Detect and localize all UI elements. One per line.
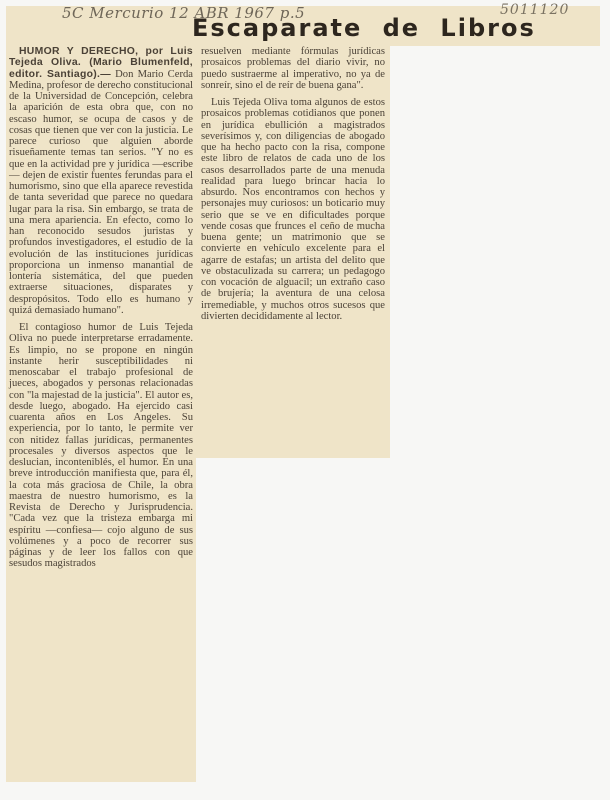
article-paragraph-3: Luis Tejeda Oliva toma algunos de estos prosaicos problemas cotidianos que ponen en jurídica ebullición a magistrados severísimos y, con diligencias de abogado que ha hecho pacto con la risa, compone este libro de relatos de cada uno de los casos desarrollados parte de una menuda realidad para luego brincar hacia lo absurdo. Nos encontramos con hechos y personajes muy curiosos: un boticario muy serio que se ve en dificultades porque vende cosas que frunces el ceño de mucha buena gente; un matrimonio que se convierte en vehículo excelente para el agarre de estafas; un artista del delito que ve obstaculizada su carrera; un pedagogo con vocación de alguacil; un extraño caso de brujería; la aventura de una celosa irremediable, y muchos otros sucesos que divierten decididamente al lector. (201, 97, 385, 322)
handwritten-source-note: 5C Mercurio 12 ABR 1967 p.5 (62, 4, 306, 22)
article-lead-paragraph (9, 46, 193, 316)
article-column-left (9, 46, 193, 570)
article-column-right (201, 46, 385, 322)
lead-text: Don Mario Cerda Medina, profesor de derecho constitucional de la Universidad de Concepción, celebra la aparición de esta obra que, con no escaso humor, se ocupa de casos y de cosas que tienen que ver con la justicia. Le parece curioso que alguien aborde risueñamente temas tan serios. "Y no es que en la actividad pre y jurídica —escribe— dejen de existir fuentes ferundas para el humorismo, sino que ella aparece revestida de tanta severidad que parece no quedara lugar para la risa. Sin embargo, se trata de una mera apariencia. En efecto, como lo han reconocido sesudos juristas y profundos investigadores, el estudio de la evolución de las instituciones jurídicas proporciona un inmenso manantial de lontería sistemática, del que pueden extraerse situaciones, disparates y despropósitos. Todo ello es humano y quizá demasiado humano". (9, 68, 193, 316)
section-title: Escaparate de Libros (192, 14, 536, 42)
article-paragraph-2-continued: resuelven mediante fórmulas jurídicas prosaicos problemas del diario vivir, no puedo sustraerme al imperativo, no ya de sonreír, sino el de reír de buena gana". (201, 46, 385, 91)
folio-number: 5011120 (500, 2, 570, 18)
article-paragraph-2: El contagioso humor de Luis Tejeda Oliva no puede interpretarse erradamente. Es limpio, no se propone en ningún instante herir susceptibilidades ni menoscabar el trabajo profesional de jueces, abogados y personas relacionadas con "la majestad de la justicia". El autor es, desde luego, abogado. Ha ejercido casi cuarenta años en Los Angeles. Su experiencia, por lo tanto, le permite ver con nitidez fallas jurídicas, permanentes procesales y diversos aspectos que le deslucian, inconteniblés, el humor. En una breve introducción manifiesta que, para él, la cota más graciosa de Chile, la obra maestra de nuestro humorismo, es la Revista de Derecho y Jurisprudencia. "Cada vez que la tristeza embarga mi espíritu —confiesa— cojo alguno de sus volúmenes y a poco de recorrer sus páginas y de leer los fallos con que sesudos magistrados (9, 322, 193, 570)
book-heading: HUMOR Y DERECHO, por Luis Tejeda Oliva. (Mario Blumenfeld, editor. Santiago).— (9, 46, 193, 80)
